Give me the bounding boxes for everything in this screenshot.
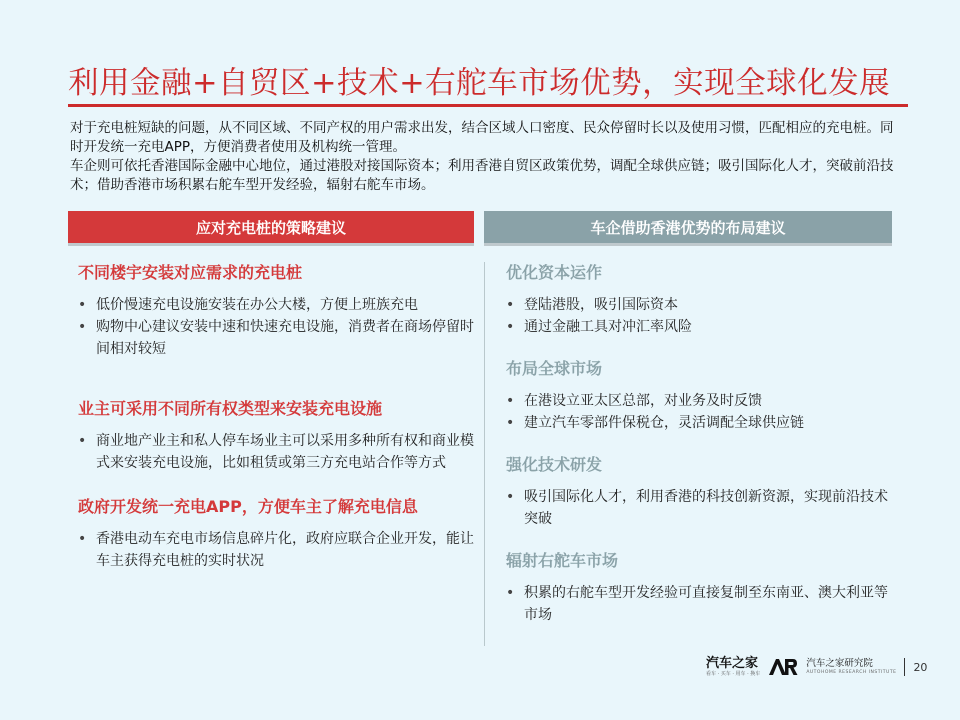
right-section-tech-rd (506, 450, 896, 530)
column-divider (484, 262, 485, 646)
bullet-item: • 通过金融工具对冲汇率风险 (506, 316, 896, 338)
left-column (78, 258, 478, 590)
right-banner: 车企借助香港优势的布局建议 (484, 211, 892, 243)
bullet-list (78, 294, 478, 360)
section-title: 政府开发统一充电APP，方便车主了解充电信息 (78, 497, 418, 516)
bullet-list (78, 528, 478, 572)
autohome-logo-text: 汽车之家 (706, 656, 759, 671)
bullet-item: • 建立汽车零部件保税仓，灵活调配全球供应链 (506, 412, 896, 434)
left-section-charger-by-building (78, 258, 478, 360)
bullet-item: • 吸引国际化人才，利用香港的科技创新资源，实现前沿技术突破 (506, 486, 896, 530)
bullet-list (506, 582, 896, 626)
right-section-capital (506, 258, 896, 338)
left-section-unified-app (78, 492, 478, 572)
left-banner: 应对充电桩的策略建议 (68, 211, 474, 243)
bullet-list (506, 294, 896, 338)
bullet-item: • 积累的右舵车型开发经验可直接复制至东南亚、澳大利亚等市场 (506, 582, 896, 626)
bullet-list (506, 486, 896, 530)
bullet-list (506, 390, 896, 434)
section-title: 布局全球市场 (506, 359, 603, 378)
research-institute-name: 汽车之家研究院 (806, 658, 873, 669)
ar-logo-icon (768, 658, 798, 676)
intro-text (70, 119, 900, 195)
section-title: 优化资本运作 (506, 263, 603, 282)
bullet-list (78, 430, 478, 474)
research-institute-logo (806, 659, 896, 675)
bullet-item: • 购物中心建议安装中速和快速充电设施，消费者在商场停留时间相对较短 (78, 316, 478, 360)
section-title: 业主可采用不同所有权类型来安装充电设施 (78, 399, 383, 418)
intro-paragraph-2: 车企则可依托香港国际金融中心地位，通过港股对接国际资本；利用香港自贸区政策优势，调配全球供应链；吸引国际化人才，突破前沿技术；借助香港市场积累右舵车型开发经验，辐射右舵车市场。 (70, 158, 894, 193)
bullet-item: • 在港设立亚太区总部，对业务及时反馈 (506, 390, 896, 412)
research-institute-english: AUTOHOME RESEARCH INSTITUTE (806, 669, 897, 675)
bullet-item: • 低价慢速充电设施安装在办公大楼，方便上班族充电 (78, 294, 478, 316)
footer (706, 654, 927, 680)
autohome-logo (706, 657, 760, 677)
intro-paragraph-1: 对于充电桩短缺的问题，从不同区域、不同产权的用户需求出发，结合区域人口密度、民众停留时长以及使用习惯，匹配相应的充电桩。同时开发统一充电APP，方便消费者使用及机构统一管理。 (70, 120, 894, 155)
bullet-item: • 商业地产业主和私人停车场业主可以采用多种所有权和商业模式来安装充电设施，比如租赁或第三方充电站合作等方式 (78, 430, 478, 474)
bullet-item: • 香港电动车充电市场信息碎片化，政府应联合企业开发，能让车主获得充电桩的实时状况 (78, 528, 478, 572)
right-section-global-market (506, 354, 896, 434)
autohome-tagline: 看车 · 买车 · 用车 · 换车 (706, 671, 761, 677)
section-title: 辐射右舵车市场 (506, 551, 619, 570)
bullet-item: • 登陆港股，吸引国际资本 (506, 294, 896, 316)
page-title: 利用金融+自贸区+技术+右舵车市场优势，实现全球化发展 (68, 66, 891, 101)
section-title: 不同楼宇安装对应需求的充电桩 (78, 263, 303, 282)
title-underline (68, 104, 908, 107)
right-section-rhd-market (506, 546, 896, 626)
left-section-ownership-types (78, 394, 478, 474)
right-column (506, 258, 896, 642)
page-number-divider (904, 658, 905, 676)
page-number: 20 (913, 660, 928, 674)
section-title: 强化技术研发 (506, 455, 603, 474)
